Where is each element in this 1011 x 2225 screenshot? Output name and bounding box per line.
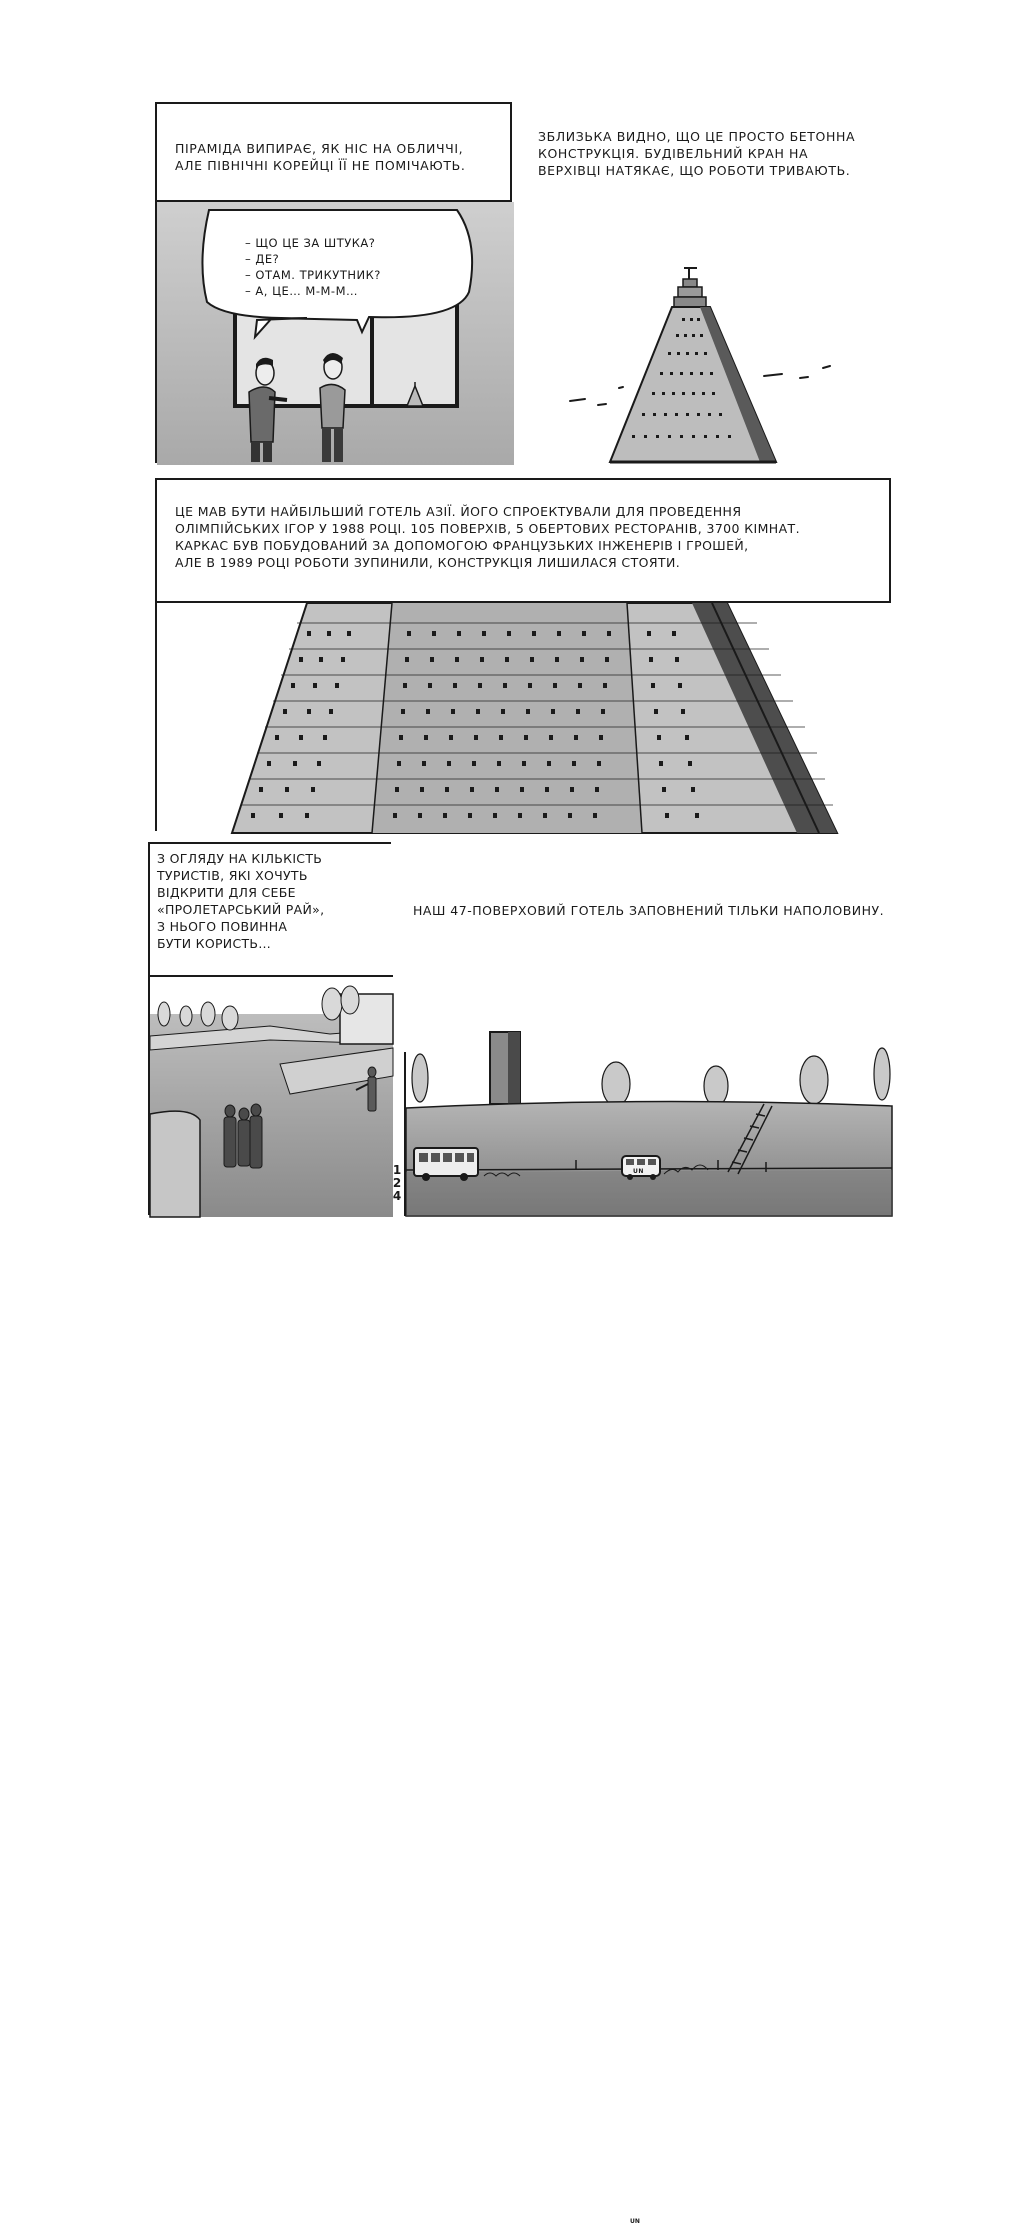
pyramid-full-view: [610, 268, 776, 462]
panel-1-scene: [155, 200, 512, 463]
panel-1-caption-box: [155, 102, 512, 202]
panel-3-caption: [175, 503, 800, 571]
dialogue-line: – А, ЦЕ… М-М-М…: [245, 284, 358, 298]
tour-bus: [414, 1148, 478, 1181]
page-number-digit: 1: [392, 1163, 402, 1177]
dialogue-line: – ОТАМ. ТРИКУТНИК?: [245, 268, 381, 282]
panel-3-caption-box: [155, 478, 891, 603]
caption-line: З НЬОГО ПОВИННА: [157, 919, 288, 934]
hotel-landscape-drawing: [406, 1052, 892, 1216]
un-van-sign: UN: [630, 2218, 640, 2225]
caption-line: ЗБЛИЗЬКА ВИДНО, ЩО ЦЕ ПРОСТО БЕТОННА: [538, 129, 856, 144]
panel-5-scene: [404, 1052, 890, 2225]
caption-line: НАШ 47-ПОВЕРХОВИЙ ГОТЕЛЬ ЗАПОВНЕНИЙ ТІЛЬКИ НАПОЛОВИНУ.: [413, 903, 885, 918]
caption-line: КАРКАС БУВ ПОБУДОВАНИЙ ЗА ДОПОМОГОЮ ФРАНЦУЗЬКИХ ІНЖЕНЕРІВ І ГРОШЕЙ,: [175, 538, 749, 553]
hotel-tower: [490, 1032, 520, 1104]
caption-line: ОЛІМПІЙСЬКИХ ІГОР У 1988 РОЦІ. 105 ПОВЕРХІВ, 5 ОБЕРТОВИХ РЕСТОРАНІВ, 3700 КІМНАТ.: [175, 521, 800, 536]
un-sign-label: UN: [633, 1168, 644, 1175]
caption-line: «ПРОЛЕТАРСЬКИЙ РАЙ»,: [157, 902, 325, 917]
pyramid-closeup-drawing: [157, 603, 893, 833]
tourist-group: [224, 1104, 262, 1168]
caption-line: КОНСТРУКЦІЯ. БУДІВЕЛЬНИЙ КРАН НА: [538, 146, 809, 161]
caption-line: ПІРАМІДА ВИПИРАЄ, ЯК НІС НА ОБЛИЧЧІ,: [175, 141, 464, 156]
panel-2-caption: [538, 128, 855, 179]
page-number-digit: 2: [392, 1176, 402, 1190]
panel-4: [148, 842, 391, 1215]
caption-line: ВЕРХІВЦІ НАТЯКАЄ, ЩО РОБОТИ ТРИВАЮТЬ.: [538, 163, 851, 178]
caption-line: АЛЕ ПІВНІЧНІ КОРЕЙЦІ ЇЇ НЕ ПОМІЧАЮТЬ.: [175, 158, 466, 173]
caption-line: З ОГЛЯДУ НА КІЛЬКІСТЬ: [157, 851, 323, 866]
caption-line: ВІДКРИТИ ДЛЯ СЕБЕ: [157, 885, 296, 900]
panel-3-scene: [155, 601, 891, 831]
caption-line: ТУРИСТІВ, ЯКІ ХОЧУТЬ: [157, 868, 308, 883]
dialogue-line: – ЩО ЦЕ ЗА ШТУКА?: [245, 236, 376, 250]
dialogue-line: – ДЕ?: [245, 252, 280, 266]
dialogue: [245, 235, 381, 299]
panel-5-caption: [413, 902, 884, 919]
birds: [570, 366, 830, 405]
page-number-digit: 4: [392, 1189, 402, 1203]
page-number: [390, 1164, 404, 1203]
caption-line: АЛЕ В 1989 РОЦІ РОБОТИ ЗУПИНИЛИ, КОНСТРУКЦІЯ ЛИШИЛАСЯ СТОЯТИ.: [175, 555, 681, 570]
panel-1-caption: [175, 140, 465, 174]
caption-line: ЦЕ МАВ БУТИ НАЙБІЛЬШИЙ ГОТЕЛЬ АЗІЇ. ЙОГО СПРОЕКТУВАЛИ ДЛЯ ПРОВЕДЕННЯ: [175, 504, 742, 519]
caption-line: БУТИ КОРИСТЬ…: [157, 936, 272, 951]
panel-4-caption: [150, 844, 393, 977]
